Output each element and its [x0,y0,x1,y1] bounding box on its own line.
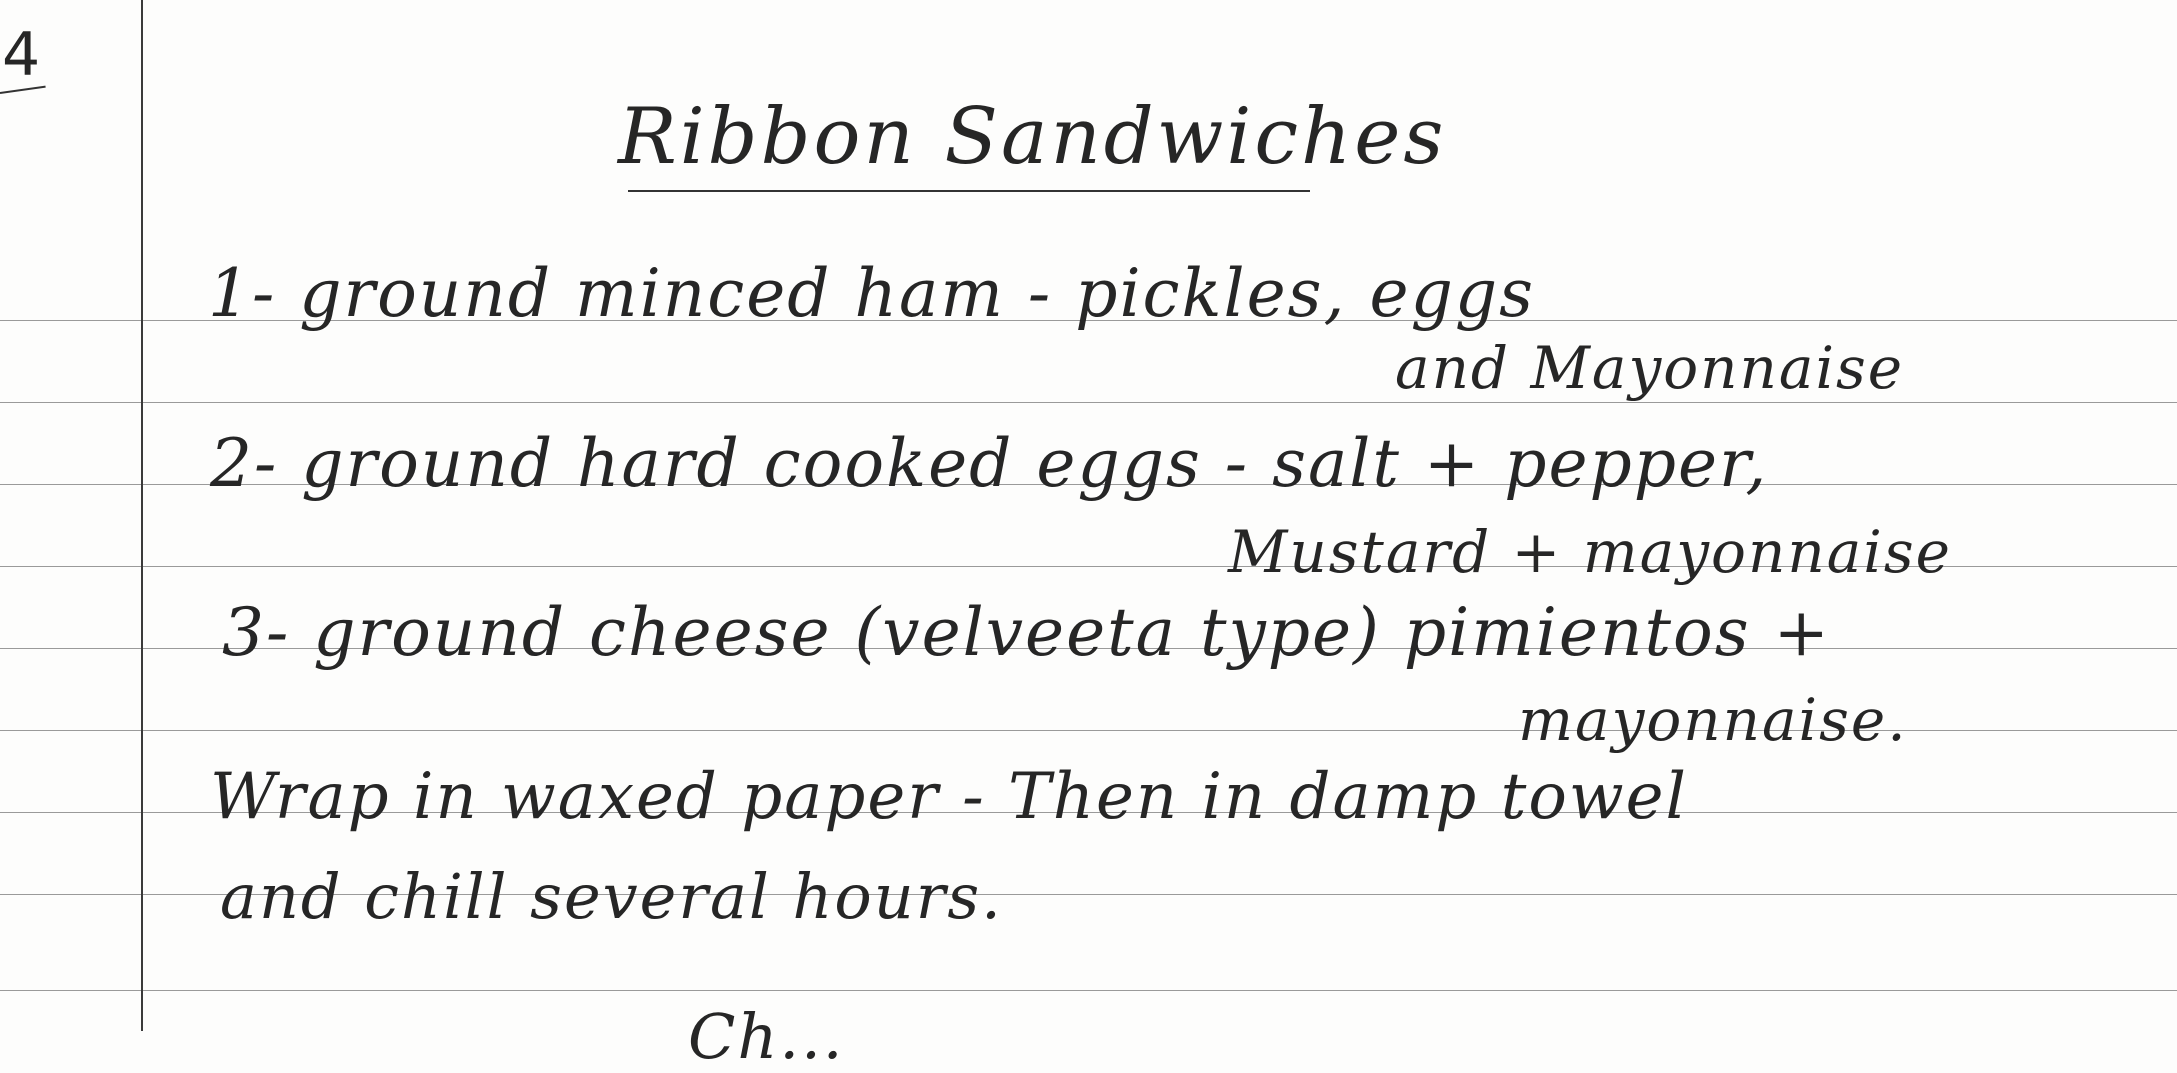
margin-line [141,0,143,1031]
title-underline [628,190,1310,192]
recipe-line-3: 3- ground cheese (velveeta type) pimientos + [222,594,1831,671]
ruled-line [0,402,2177,403]
recipe-line-3-continued: mayonnaise. [1518,686,1908,754]
recipe-line-2: 2- ground hard cooked eggs - salt + pepper, [210,425,1769,502]
partial-next-line: Ch... [688,1000,845,1073]
recipe-line-2-continued: Mustard + mayonnaise [1228,518,1952,586]
recipe-line-1-continued: and Mayonnaise [1395,334,1905,402]
ruled-line [0,990,2177,991]
recipe-line-1: 1- ground minced ham - pickles, eggs [208,255,1535,332]
instruction-line-1: Wrap in waxed paper - Then in damp towel [210,760,1688,834]
page-number: 4 [2,20,41,90]
recipe-title: Ribbon Sandwiches [618,92,1447,182]
instruction-line-2: and chill several hours. [220,860,1003,933]
